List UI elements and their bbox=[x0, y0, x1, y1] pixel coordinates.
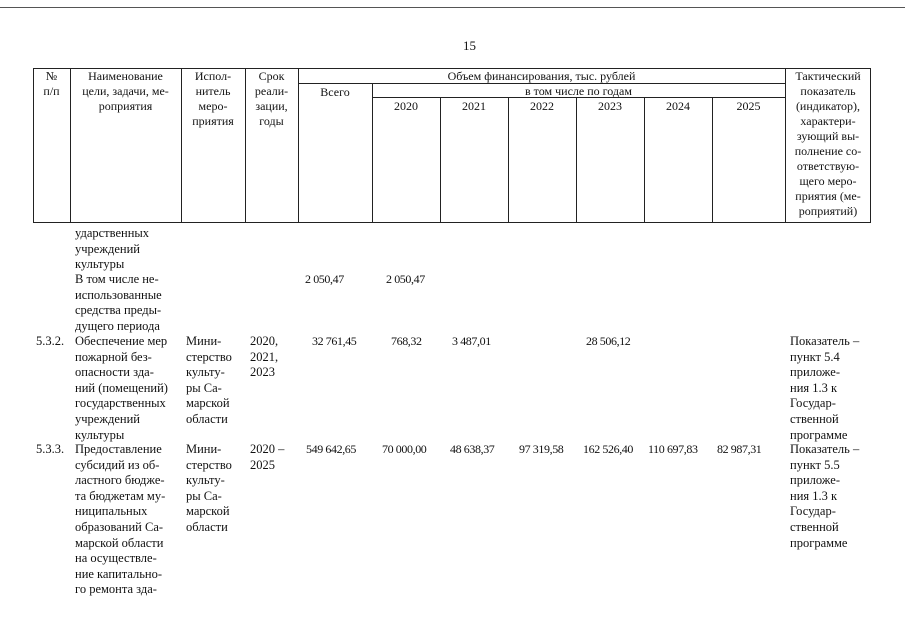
header-num: № п/п bbox=[43, 69, 60, 98]
row-indicator: Показатель – пункт 5.5 приложе- ния 1.3 к Государ- ственной программе bbox=[790, 442, 860, 550]
header-funding: Объем финансирования, тыс. рублей bbox=[447, 69, 636, 83]
header-year: 2022 bbox=[530, 99, 554, 113]
cell-2020: 70 000,00 bbox=[382, 442, 427, 456]
cell-2020: 768,32 bbox=[391, 334, 422, 348]
row-executor: Мини- стерство культу- ры Са- марской области bbox=[186, 442, 232, 534]
cell-2020: 2 050,47 bbox=[386, 272, 425, 286]
cell-2023: 28 506,12 bbox=[586, 334, 631, 348]
divider bbox=[644, 98, 645, 223]
row-term: 2020 – 2025 bbox=[250, 442, 285, 472]
header-term: Срок реали- зации, годы bbox=[254, 69, 289, 128]
header-year: 2024 bbox=[666, 99, 690, 113]
page-number: 15 bbox=[463, 38, 476, 53]
header-year: 2023 bbox=[598, 99, 622, 113]
top-border-line bbox=[0, 7, 905, 8]
row-name: Обеспечение мер пожарной без- опасности зда- ний (помещений) государственных учреждений культуры bbox=[75, 334, 168, 442]
cell-total: 2 050,47 bbox=[305, 272, 344, 286]
cell-2024: 110 697,83 bbox=[648, 442, 698, 456]
header-total: Всего bbox=[320, 85, 350, 99]
header-indicator: Тактический показатель (индикатор), характери- зующий вы- полнение со- ответствую- щего меро- приятия (ме- роприятий) bbox=[794, 69, 862, 218]
row-num: 5.3.2. bbox=[36, 334, 65, 348]
header-by-years: в том числе по годам bbox=[525, 84, 632, 98]
divider bbox=[440, 98, 441, 223]
row-term: 2020, 2021, 2023 bbox=[250, 334, 279, 380]
cell-total: 549 642,65 bbox=[306, 442, 357, 456]
header-executor: Испол- нитель меро- приятия bbox=[192, 69, 234, 128]
row-executor: Мини- стерство культу- ры Са- марской области bbox=[186, 334, 232, 426]
cell-2021: 3 487,01 bbox=[452, 334, 491, 348]
row-name: В том числе не- использованные средства преды- дущего периода bbox=[75, 272, 162, 333]
header-year: 2025 bbox=[736, 99, 761, 113]
row-name: Предоставление субсидий из об- ластного бюдже- та бюджетам му- ниципальных образований Са- марской области на осуществле- ние капитально- го ремонта зда- bbox=[75, 442, 166, 597]
header-name: Наименование цели, задачи, ме- роприятия bbox=[82, 69, 169, 113]
continued-row-name: ударственных учреждений культуры bbox=[75, 226, 150, 272]
cell-2025: 82 987,31 bbox=[717, 442, 762, 456]
cell-total: 32 761,45 bbox=[312, 334, 357, 348]
header-year: 2020 bbox=[394, 99, 418, 113]
divider bbox=[712, 98, 713, 223]
header-year: 2021 bbox=[462, 99, 486, 113]
divider bbox=[508, 98, 509, 223]
row-num: 5.3.3. bbox=[36, 442, 65, 456]
cell-2023: 162 526,40 bbox=[583, 442, 634, 456]
cell-2021: 48 638,37 bbox=[450, 442, 495, 456]
cell-2022: 97 319,58 bbox=[519, 442, 564, 456]
divider bbox=[576, 98, 577, 223]
row-indicator: Показатель – пункт 5.4 приложе- ния 1.3 к Государ- ственной программе bbox=[790, 334, 860, 442]
